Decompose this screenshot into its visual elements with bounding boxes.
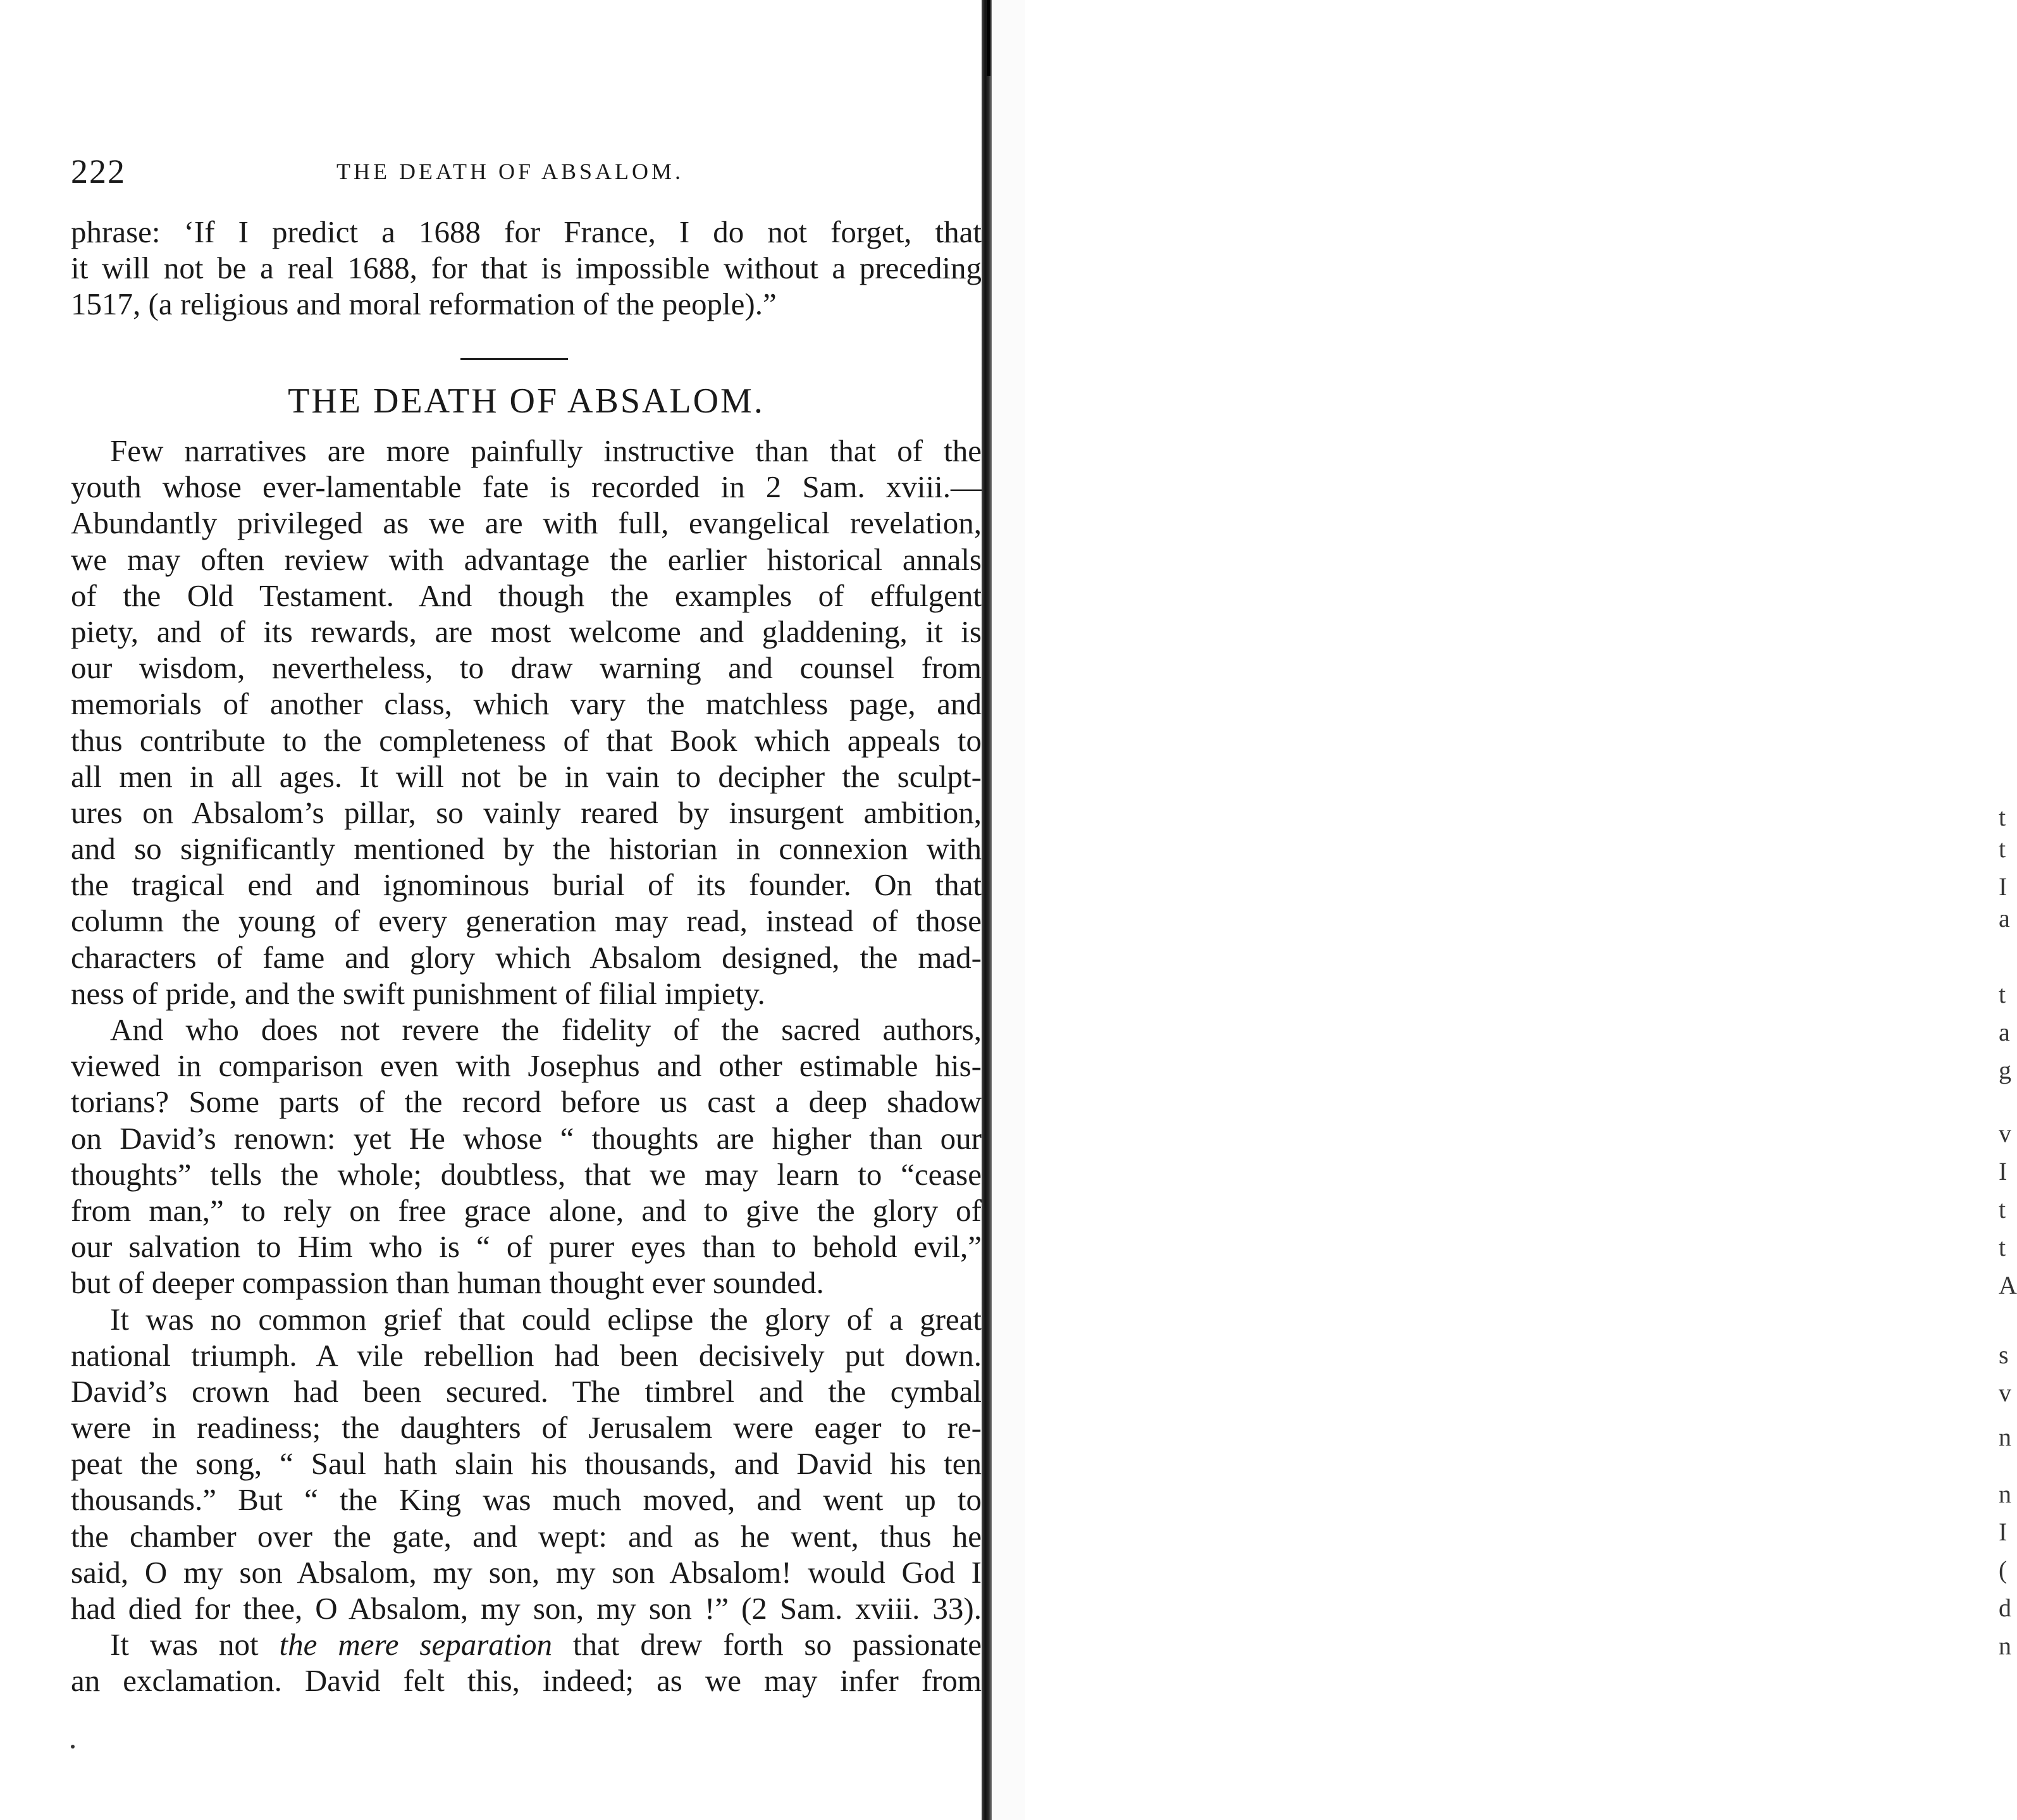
text-line: of the Old Testament. And though the examples of effulgent — [71, 578, 982, 613]
edge-letter: a — [1999, 904, 2010, 932]
edge-letter: n — [1999, 1480, 2011, 1508]
text-line: David’s crown had been secured. The timbrel and the cymbal — [71, 1373, 982, 1409]
text-line: It was not the mere separation that drew forth so passionate — [110, 1627, 982, 1662]
adjacent-page-edge — [992, 0, 2017, 1820]
binding-shadow-top — [987, 0, 990, 76]
edge-letter: ( — [1999, 1556, 2008, 1584]
text-line: on David’s renown: yet He whose “ thoughts are higher than our — [71, 1120, 982, 1156]
article-body — [71, 433, 982, 1699]
edge-letter: n — [1999, 1423, 2011, 1451]
text-line: ness of pride, and the swift punishment of filial impiety. — [71, 975, 765, 1011]
text-line: It was no common grief that could eclipse the glory of a great — [110, 1301, 982, 1337]
edge-letter: v — [1999, 1378, 2011, 1407]
emphasis: the mere separation — [279, 1627, 552, 1662]
text-line: Abundantly privileged as we are with full, evangelical revelation, — [71, 505, 982, 541]
text-line: national triumph. A vile rebellion had been decisively put down. — [71, 1337, 982, 1373]
text-line: 1517, (a religious and moral reformation of the people).” — [71, 287, 777, 322]
edge-letter: t — [1999, 980, 2006, 1008]
text-line: an exclamation. David felt this, indeed; as we may infer from — [71, 1663, 982, 1699]
text-line: characters of fame and glory which Absalom designed, the mad- — [71, 939, 982, 975]
edge-letter: s — [1999, 1340, 2009, 1369]
text-line: youth whose ever-lamentable fate is recorded in 2 Sam. xviii.— — [71, 469, 982, 505]
text-line: from man,” to rely on free grace alone, and to give the glory of — [71, 1192, 982, 1228]
text-line: had died for thee, O Absalom, my son, my son !” (2 Sam. xviii. 33). — [71, 1591, 982, 1626]
text-line: the tragical end and ignominous burial of its founder. On that — [71, 867, 982, 903]
text-line: all men in all ages. It will not be in vain to decipher the sculpt- — [71, 758, 982, 794]
page-header — [71, 152, 982, 196]
text-line: ures on Absalom’s pillar, so vainly reared by insurgent ambition, — [71, 795, 982, 830]
text-line: peat the song, “ Saul hath slain his thousands, and David his ten — [71, 1446, 982, 1482]
edge-letter: t — [1999, 803, 2006, 831]
text-line: thus contribute to the completeness of that Book which appeals to — [71, 722, 982, 758]
text-line: it will not be a real 1688, for that is impossible without a preceding — [71, 251, 982, 286]
text-line: torians? Some parts of the record before us cast a deep shadow — [71, 1084, 982, 1120]
section-title: THE DEATH OF ABSALOM. — [288, 381, 765, 421]
section-divider — [460, 358, 568, 360]
text-line: thoughts” tells the whole; doubtless, that we may learn to “cease — [71, 1156, 982, 1192]
edge-letter: I — [1999, 1518, 2008, 1546]
text-line: and so significantly mentioned by the historian in connexion with — [71, 831, 982, 867]
edge-letter: a — [1999, 1018, 2010, 1046]
text-line: the chamber over the gate, and wept: and as he went, thus he — [71, 1518, 982, 1554]
page-number: 222 — [71, 152, 126, 190]
edge-letter: d — [1999, 1594, 2011, 1622]
edge-letter: I — [1999, 872, 2008, 901]
edge-letter: g — [1999, 1056, 2011, 1084]
text-line: And who does not revere the fidelity of the sacred authors, — [110, 1012, 982, 1047]
text-line: our salvation to Him who is “ of purer eyes than to behold evil,” — [71, 1229, 982, 1265]
edge-letter: v — [1999, 1119, 2011, 1148]
text-line: memorials of another class, which vary the matchless page, and — [71, 686, 982, 722]
text-line: phrase: ‘If I predict a 1688 for France, I do not forget, that — [71, 214, 982, 249]
print-speck — [71, 1745, 75, 1749]
edge-letter: n — [1999, 1631, 2011, 1660]
edge-letter: t — [1999, 1195, 2006, 1223]
edge-letter: I — [1999, 1157, 2008, 1185]
text-line: we may often review with advantage the earlier historical annals — [71, 542, 982, 577]
text-line: viewed in comparison even with Josephus and other estimable his- — [71, 1048, 982, 1084]
binding-shadow — [982, 0, 992, 1820]
running-head: THE DEATH OF ABSALOM. — [336, 159, 684, 184]
text-line: Few narratives are more painfully instructive than that of the — [110, 433, 982, 468]
text-line: piety, and of its rewards, are most welcome and gladdening, it is — [71, 614, 982, 649]
edge-letter: t — [1999, 1233, 2006, 1261]
text-line: column the young of every generation may read, instead of those — [71, 903, 982, 939]
intro-paragraph — [71, 214, 982, 323]
edge-letter: t — [1999, 834, 2006, 863]
text-line: were in readiness; the daughters of Jerusalem were eager to re- — [71, 1410, 982, 1445]
text-line: thousands.” But “ the King was much moved, and went up to — [71, 1482, 982, 1518]
text-line: said, O my son Absalom, my son, my son Absalom! would God I — [71, 1554, 982, 1590]
text-line: but of deeper compassion than human thought ever sounded. — [71, 1265, 824, 1301]
text-line: our wisdom, nevertheless, to draw warning and counsel from — [71, 650, 982, 686]
edge-letter: A — [1999, 1271, 2017, 1299]
